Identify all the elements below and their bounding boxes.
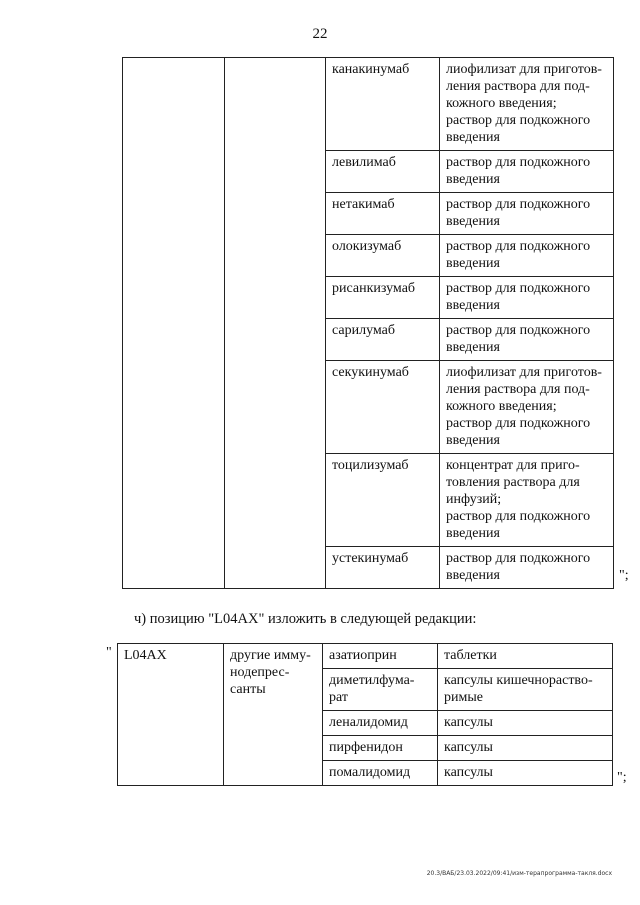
drug-name: рисанкизумаб [332, 281, 416, 296]
dosage-form-cell [438, 644, 613, 669]
dosage-form: раствор для подкожного введения [446, 323, 591, 355]
drug-name-cell [326, 151, 440, 193]
dosage-form: лиофилизат для приготов- ления раствора для под- кожного введения; раствор для подкожного введения [446, 365, 602, 448]
dosage-form-cell [438, 669, 613, 711]
amendment-instruction: ч) позицию "L04AX" изложить в следующей редакции: [134, 611, 477, 627]
drug-name-cell [323, 761, 438, 786]
dosage-form-cell [440, 277, 614, 319]
drug-name: левилимаб [332, 155, 396, 170]
group-name: другие имму- нодепрес- санты [230, 648, 311, 697]
dosage-form-cell [440, 151, 614, 193]
dosage-form-cell [440, 361, 614, 454]
closing-quote: "; [617, 770, 627, 785]
document-footer: 20.3/ВАБ/23.03.2022/09:41/изм-терапрограмма-такля.docx [426, 870, 612, 877]
dosage-form-cell [440, 58, 614, 151]
drug-name: помалидомид [329, 765, 411, 780]
drug-name-cell [323, 644, 438, 669]
page-number: 22 [312, 26, 328, 42]
drug-name: сарилумаб [332, 323, 395, 338]
dosage-form: таблетки [444, 648, 497, 663]
drug-name-cell [326, 454, 440, 547]
opening-quote: " [106, 645, 112, 660]
drug-name-cell [326, 319, 440, 361]
dosage-form-cell [440, 547, 614, 589]
dosage-form: раствор для подкожного введения [446, 239, 591, 271]
code-cell [118, 644, 224, 786]
dosage-form: раствор для подкожного введения [446, 281, 591, 313]
drug-name: азатиоприн [329, 648, 397, 663]
drug-name: олокизумаб [332, 239, 402, 254]
dosage-form: раствор для подкожного введения [446, 155, 591, 187]
dosage-form: раствор для подкожного введения [446, 197, 591, 229]
drug-name: канакинумаб [332, 62, 410, 77]
dosage-form-cell [438, 711, 613, 736]
dosage-form: капсулы [444, 715, 493, 730]
dosage-form: капсулы [444, 740, 493, 755]
drug-name: секукинумаб [332, 365, 409, 380]
drug-table-continued [122, 57, 614, 589]
dosage-form: концентрат для приго- товления раствора для инфузий; раствор для подкожного введения [446, 458, 591, 541]
dosage-form: капсулы [444, 765, 493, 780]
table-row [123, 58, 614, 151]
drug-name-cell [326, 277, 440, 319]
drug-name: устекинумаб [332, 551, 409, 566]
drug-name: тоцилизумаб [332, 458, 409, 473]
dosage-form: капсулы кишечнораство- римые [444, 673, 593, 705]
code-cell [123, 58, 225, 589]
closing-quote: "; [619, 568, 629, 583]
dosage-form: раствор для подкожного введения [446, 551, 591, 583]
drug-name-cell [326, 547, 440, 589]
group-cell [225, 58, 326, 589]
drug-name-cell [326, 193, 440, 235]
drug-name: леналидомид [329, 715, 408, 730]
dosage-form-cell [440, 235, 614, 277]
drug-name-cell [323, 669, 438, 711]
drug-name-cell [323, 711, 438, 736]
drug-name-cell [326, 58, 440, 151]
drug-name-cell [326, 235, 440, 277]
dosage-form-cell [438, 761, 613, 786]
drug-name-cell [326, 361, 440, 454]
dosage-form-cell [438, 736, 613, 761]
drug-table-l04ax [117, 643, 613, 786]
group-cell [224, 644, 323, 786]
atc-code: L04AX [124, 648, 167, 663]
dosage-form-cell [440, 319, 614, 361]
drug-name: пирфенидон [329, 740, 403, 755]
drug-name: нетакимаб [332, 197, 395, 212]
table-row [118, 644, 613, 669]
dosage-form-cell [440, 454, 614, 547]
drug-name: диметилфума- рат [329, 673, 415, 705]
dosage-form-cell [440, 193, 614, 235]
dosage-form: лиофилизат для приготов- ления раствора для под- кожного введения; раствор для подкожного введения [446, 62, 602, 145]
drug-name-cell [323, 736, 438, 761]
